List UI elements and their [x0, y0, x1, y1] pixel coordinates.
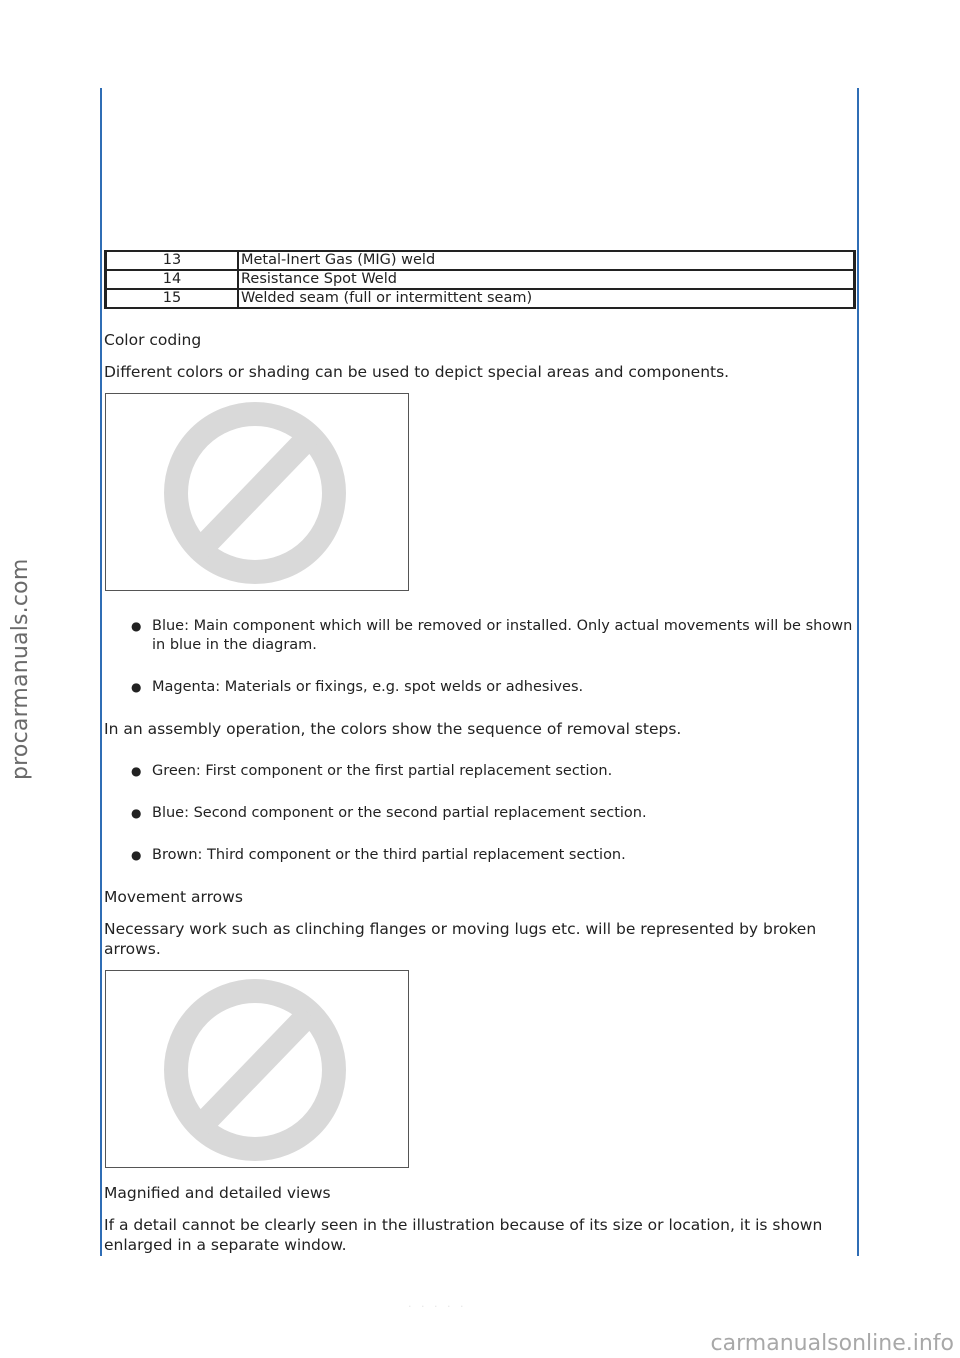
table-row: [106, 270, 855, 289]
legend-number: 14: [106, 270, 239, 289]
bullet-text: Magenta: Materials or fixings, e.g. spot welds or adhesives.: [152, 679, 584, 695]
bullet-text: Blue: Second component or the second partial replacement section.: [152, 805, 647, 821]
bullet-text: Blue: Main component which will be removed or installed. Only actual movements will be shown in blue in the diagram.: [152, 618, 853, 653]
left-margin-rule: [100, 88, 102, 1256]
bullet-icon: ●: [131, 619, 142, 633]
no-image-placeholder-icon: [106, 394, 408, 590]
legend-number: 15: [106, 289, 239, 308]
table-row: [106, 251, 855, 270]
legend-description: Metal-Inert Gas (MIG) weld: [238, 251, 855, 270]
bullet-icon: ●: [131, 764, 142, 778]
magnified-views-text: If a detail cannot be clearly seen in the illustration because of its size or location, it is shown enlarged in a separate window.: [104, 1216, 823, 1254]
color-coding-heading: Color coding: [104, 331, 202, 349]
bullet-text: Green: First component or the first partial replacement section.: [152, 763, 613, 779]
bottom-watermark: carmanualsonline.info: [710, 1331, 954, 1356]
list-item: [131, 804, 853, 823]
side-watermark: procarmanuals.com: [8, 558, 33, 780]
figure-placeholder-2: [105, 970, 409, 1168]
figure-placeholder-1: [105, 393, 409, 591]
movement-arrows-heading: Movement arrows: [104, 888, 243, 906]
bullet-icon: ●: [131, 806, 142, 820]
legend-description: Resistance Spot Weld: [238, 270, 855, 289]
bullet-text: Brown: Third component or the third partial replacement section.: [152, 847, 626, 863]
legend-description: Welded seam (full or intermittent seam): [238, 289, 855, 308]
list-item: [131, 678, 853, 697]
list-item: [131, 846, 853, 865]
movement-arrows-text: Necessary work such as clinching flanges or moving lugs etc. will be represented by broken arrows.: [104, 920, 817, 958]
list-item: [131, 762, 853, 781]
color-coding-intro: Different colors or shading can be used to depict special areas and components.: [104, 363, 730, 381]
page-number-faded: · · · · ·: [408, 1300, 467, 1313]
assembly-text: In an assembly operation, the colors show the sequence of removal steps.: [104, 720, 682, 738]
no-image-placeholder-icon: [106, 971, 408, 1167]
right-margin-rule: [857, 88, 859, 1256]
bullet-icon: ●: [131, 848, 142, 862]
table-row: [106, 289, 855, 308]
list-item: [131, 617, 853, 655]
bullet-icon: ●: [131, 680, 142, 694]
weld-legend-table: [104, 250, 856, 309]
legend-number: 13: [106, 251, 239, 270]
magnified-views-heading: Magnified and detailed views: [104, 1184, 331, 1202]
